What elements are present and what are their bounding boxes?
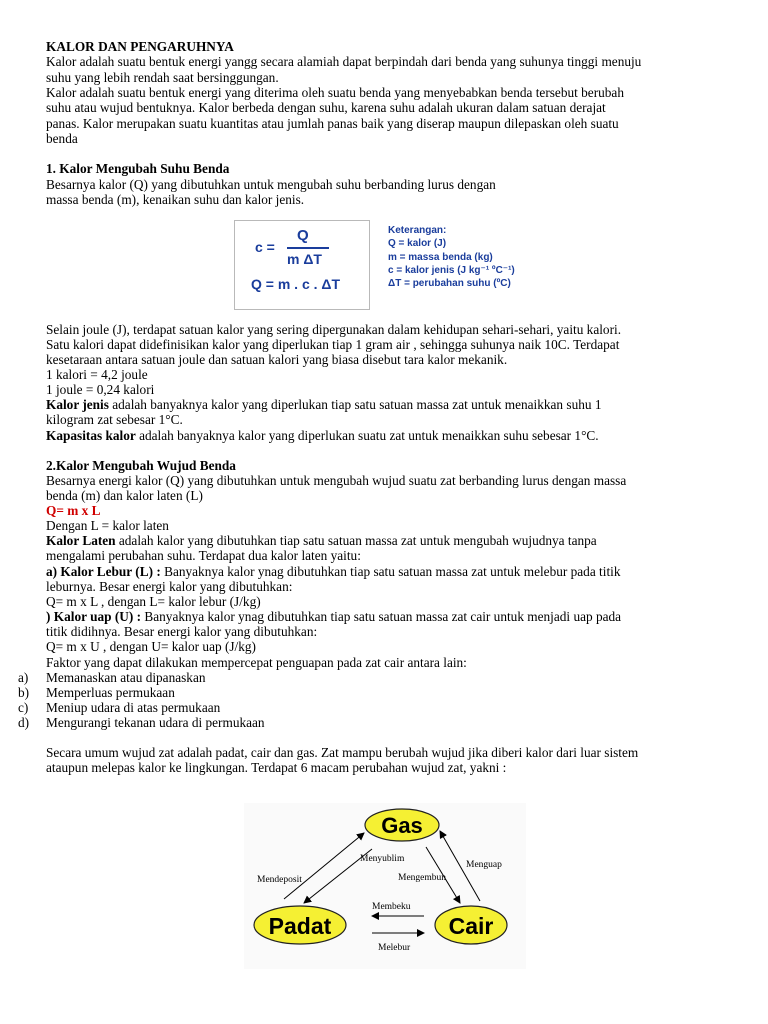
faktor-intro: Faktor yang dapat dilakukan mempercepat penguapan pada zat cair antara lain: — [46, 655, 467, 670]
kalor-lebur-term: a) Kalor Lebur (L) : — [46, 564, 161, 579]
kalor-uap-line — [46, 609, 621, 624]
legend-item: ΔT = perubahan suhu (ºC) — [388, 278, 511, 290]
section2-heading: 2.Kalor Mengubah Wujud Benda — [46, 458, 236, 473]
formula-legend — [388, 224, 515, 290]
list-item: Memanaskan atau dipanaskan — [46, 670, 206, 685]
padat-label: Padat — [268, 913, 332, 939]
kalor-lebur-text: Banyaknya kalor ynag dibutuhkan tiap satu satuan massa zat untuk melebur pada titik — [160, 564, 621, 579]
page-title: KALOR DAN PENGARUHNYA — [46, 39, 234, 54]
latent-definition: Dengan L = kalor laten — [46, 518, 169, 533]
intro-line: suhu yang lebih rendah saat bersinggungan. — [46, 70, 279, 85]
units-line: 1 kalori = 4,2 joule — [46, 367, 148, 382]
mendeposit-label: Mendeposit — [257, 875, 302, 885]
intro-line: Kalor adalah suatu bentuk energi yang diterima oleh suatu benda yang menyebabkan benda tersebut berubah — [46, 85, 624, 100]
intro-line: benda — [46, 131, 78, 146]
heat-equation: Q = m . c . ΔT — [251, 276, 341, 292]
kalor-uap-cont: titik didihnya. Besar energi kalor yang dibutuhkan: — [46, 624, 318, 639]
gas-label: Gas — [381, 813, 423, 838]
phase-change-diagram — [244, 803, 526, 969]
latent-formula: Q= m x L — [46, 503, 101, 518]
legend-title: Keterangan: — [388, 225, 447, 236]
kalor-laten-cont: mengalami perubahan suhu. Terdapat dua kalor laten yaitu: — [46, 548, 361, 563]
intro-line: Kalor adalah suatu bentuk energi yangg secara alamiah dapat berpindah dari benda yang suhunya tinggi menuju — [46, 54, 642, 69]
mengembun-label: Mengembun — [398, 873, 447, 883]
melebur-label: Melebur — [378, 943, 411, 953]
section2-line: benda (m) dan kalor laten (L) — [46, 488, 203, 503]
section1-heading: 1. Kalor Mengubah Suhu Benda — [46, 161, 230, 176]
fraction-bar — [287, 247, 329, 249]
legend-item: c = kalor jenis (J kg⁻¹ ºC⁻¹) — [388, 264, 515, 276]
kalor-laten-text: adalah kalor yang dibutuhkan tiap satu satuan massa zat untuk mengubah wujudnya tanpa — [115, 533, 597, 548]
list-item: Mengurangi tekanan udara di permukaan — [46, 715, 265, 730]
heat-formula-box — [234, 220, 370, 310]
kalor-jenis-cont: kilogram zat sebesar 1°C. — [46, 412, 183, 427]
kalor-jenis-text: adalah banyaknya kalor yang diperlukan tiap satu satuan massa zat untuk menaikkan suhu 1 — [108, 397, 602, 412]
section1-line: massa benda (m), kenaikan suhu dan kalor jenis. — [46, 192, 305, 207]
intro-line: panas. Kalor merupakan suatu kuantitas atau jumlah panas baik yang diserap maupun dilepaskan oleh suatu — [46, 116, 619, 131]
kalor-jenis-term: Kalor jenis — [46, 397, 109, 412]
units-line: 1 joule = 0,24 kalori — [46, 382, 155, 397]
units-line: kesetaraan antara satuan joule dan satuan kalori yang biasa disebut tara kalor mekanik. — [46, 352, 508, 367]
kalor-uap-text: Banyaknya kalor ynag dibutuhkan tiap satu satuan massa zat cair untuk menjadi uap pada — [141, 609, 622, 624]
c-label: c = — [255, 239, 275, 255]
kalor-jenis-line — [46, 397, 602, 412]
list-marker: d) — [18, 715, 30, 730]
section1-line: Besarnya kalor (Q) yang dibutuhkan untuk mengubah suhu berbanding lurus dengan — [46, 177, 496, 192]
list-item: Meniup udara di atas permukaan — [46, 700, 221, 715]
list-item: Memperluas permukaan — [46, 685, 175, 700]
menguap-label: Menguap — [466, 860, 502, 870]
membeku-label: Membeku — [372, 902, 411, 912]
kalor-uap-formula: Q= m x U , dengan U= kalor uap (J/kg) — [46, 639, 256, 654]
kapasitas-term: Kapasitas kalor — [46, 428, 136, 443]
legend-item: m = massa benda (kg) — [388, 251, 493, 263]
kalor-lebur-line — [46, 564, 620, 579]
kapasitas-line — [46, 428, 599, 443]
list-marker: c) — [18, 700, 29, 715]
menyublim-label: Menyublim — [360, 854, 405, 864]
formula-numerator: Q — [297, 227, 309, 244]
formula-denominator: m ΔT — [287, 251, 322, 267]
kalor-laten-line — [46, 533, 597, 548]
kalor-uap-term: ) Kalor uap (U) : — [46, 609, 142, 624]
units-line: Satu kalori dapat didefinisikan kalor yang diperlukan tiap 1 gram air , sehingga suhunya naik 10C. Terdapat — [46, 337, 620, 352]
intro-line: suhu atau wujud bentuknya. Kalor berbeda dengan suhu, karena suhu adalah ukuran dalam satuan derajat — [46, 100, 606, 115]
closing-line: Secara umum wujud zat adalah padat, cair dan gas. Zat mampu berubah wujud jika diberi kalor dari luar sistem — [46, 745, 639, 760]
legend-item: Q = kalor (J) — [388, 238, 447, 250]
section2-line: Besarnya energi kalor (Q) yang dibutuhkan untuk mengubah wujud suatu zat berbanding lurus dengan massa — [46, 473, 627, 488]
cair-label: Cair — [448, 913, 494, 939]
kapasitas-text: adalah banyaknya kalor yang diperlukan suatu zat untuk menaikkan suhu sebesar 1°C. — [135, 428, 599, 443]
list-marker: b) — [18, 685, 30, 700]
closing-line: ataupun melepas kalor ke lingkungan. Terdapat 6 macam perubahan wujud zat, yakni : — [46, 760, 507, 775]
kalor-lebur-cont: leburnya. Besar energi kalor yang dibutuhkan: — [46, 579, 293, 594]
units-line: Selain joule (J), terdapat satuan kalor yang sering dipergunakan dalam kehidupan sehari-sehari, yaitu kalori. — [46, 322, 622, 337]
kalor-laten-term: Kalor Laten — [46, 533, 116, 548]
kalor-lebur-formula: Q= m x L , dengan L= kalor lebur (J/kg) — [46, 594, 261, 609]
list-marker: a) — [18, 670, 29, 685]
